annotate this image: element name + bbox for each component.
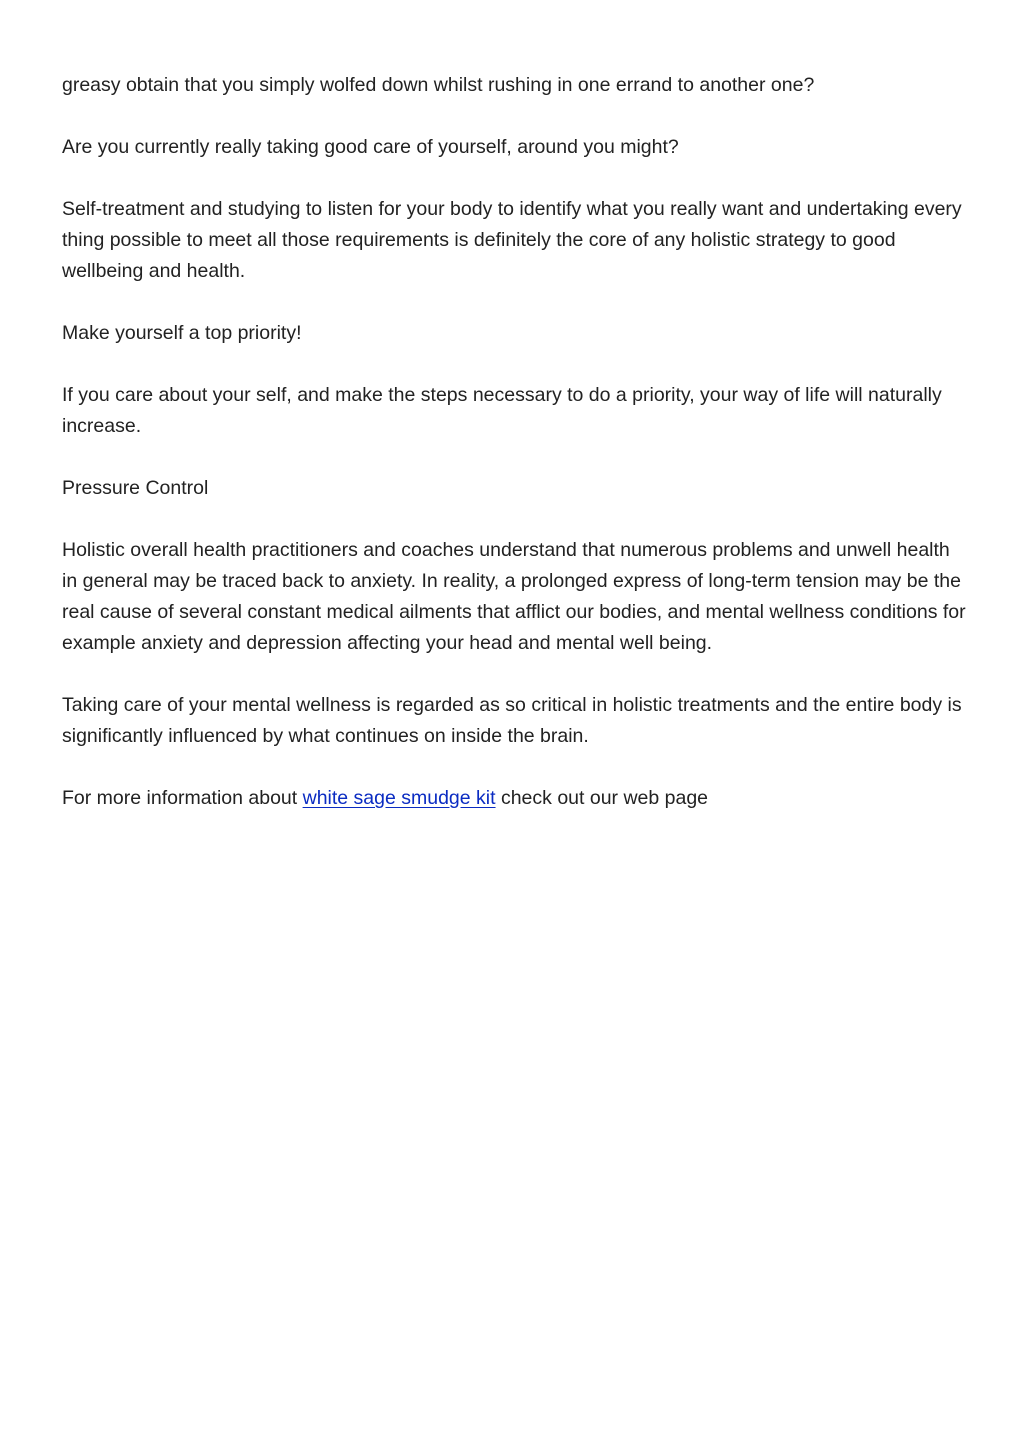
paragraph-top-priority: Make yourself a top priority! (62, 322, 302, 344)
paragraph-taking-care-question: Are you currently really taking good care of yourself, around you might? (62, 136, 679, 158)
paragraph-mental-wellness: Taking care of your mental wellness is regarded as so critical in holistic treatments and the entire body is significantly influenced by what continues on inside the brain. (62, 694, 962, 747)
closing-text-before-link: For more information about (62, 787, 303, 809)
paragraph-greasy-obtain: greasy obtain that you simply wolfed down whilst rushing in one errand to another one? (62, 74, 815, 96)
paragraph-more-information (62, 783, 967, 814)
document-body (62, 70, 967, 845)
section-heading-pressure-control: Pressure Control (62, 477, 209, 499)
white-sage-smudge-kit-link[interactable]: white sage smudge kit (302, 787, 496, 809)
paragraph-care-about-self: If you care about your self, and make the steps necessary to do a priority, your way of life will naturally increase. (62, 384, 942, 437)
paragraph-holistic-practitioners: Holistic overall health practitioners and coaches understand that numerous problems and unwell health in general may be traced back to anxiety. In reality, a prolonged express of long-term tension may be the real cause of several constant medical ailments that afflict our bodies, and mental wellness conditions for example anxiety and depression affecting your head and mental well being. (62, 539, 966, 654)
paragraph-self-treatment: Self-treatment and studying to listen for your body to identify what you really want and undertaking every thing possible to meet all those requirements is definitely the core of any holistic strategy to good wellbeing and health. (62, 198, 962, 282)
closing-text-after-link: check out our web page (495, 787, 709, 809)
